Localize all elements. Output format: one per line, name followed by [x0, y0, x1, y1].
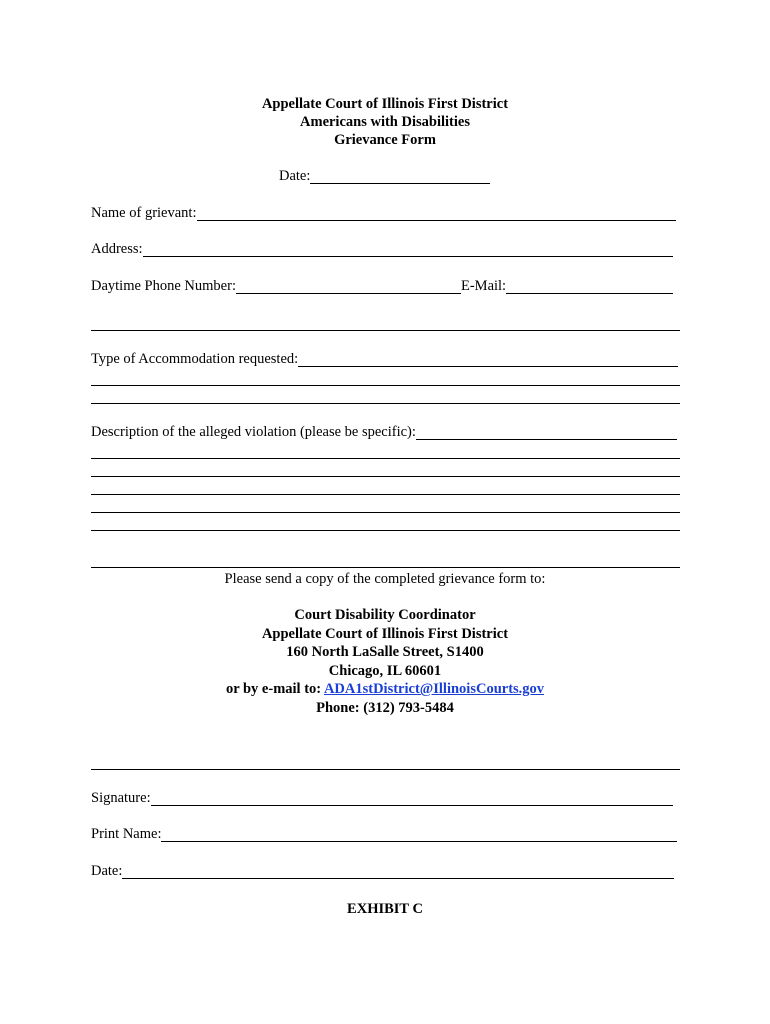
accommodation-row	[91, 351, 678, 368]
send-instructions: Please send a copy of the completed grievance form to:	[224, 571, 546, 587]
description-line[interactable]	[91, 512, 680, 513]
grievant-name-field[interactable]	[197, 206, 677, 221]
header-subtitle: Americans with Disabilities	[300, 114, 470, 130]
street-address: 160 North LaSalle Street, S1400	[286, 644, 484, 660]
email-label: E-Mail:	[460, 278, 507, 294]
section-divider	[91, 567, 680, 568]
date-label: Date:	[279, 168, 311, 184]
description-row	[91, 424, 677, 441]
email-line	[0, 680, 770, 699]
description-line[interactable]	[91, 458, 680, 459]
city-address: Chicago, IL 60601	[328, 662, 442, 679]
description-line[interactable]	[91, 476, 680, 477]
date-field[interactable]	[310, 169, 490, 184]
grievant-name-label: Name of grievant:	[91, 205, 197, 221]
contact-row	[91, 278, 673, 295]
section-divider	[91, 330, 680, 331]
mailing-address-block	[0, 606, 770, 717]
form-header	[0, 95, 770, 149]
signature-field[interactable]	[151, 791, 673, 806]
grievant-name-row	[91, 205, 676, 222]
print-name-row	[91, 826, 677, 843]
print-name-field[interactable]	[161, 827, 677, 842]
print-name-label: Print Name:	[91, 826, 162, 842]
address-label: Address:	[91, 241, 143, 257]
address-row	[91, 241, 673, 258]
accommodation-line[interactable]	[91, 403, 680, 404]
description-line[interactable]	[91, 530, 680, 531]
exhibit-label: EXHIBIT C	[347, 901, 423, 917]
signature-date-label: Date:	[91, 863, 123, 879]
description-line[interactable]	[91, 494, 680, 495]
description-field[interactable]	[416, 425, 677, 440]
signature-date-row	[91, 863, 674, 880]
header-court-name: Appellate Court of Illinois First District	[261, 96, 509, 112]
section-divider	[91, 769, 680, 770]
signature-date-field[interactable]	[122, 864, 674, 879]
date-row	[279, 168, 490, 185]
court-name: Appellate Court of Illinois First District	[261, 625, 509, 642]
signature-label: Signature:	[91, 790, 151, 806]
header-form-title: Grievance Form	[334, 132, 436, 148]
accommodation-line[interactable]	[91, 385, 680, 386]
email-prefix: or by e-mail to:	[225, 681, 324, 697]
coordinator-email-link[interactable]: ADA1stDistrict@IllinoisCourts.gov	[323, 681, 545, 697]
accommodation-label: Type of Accommodation requested:	[91, 351, 299, 367]
phone-field[interactable]	[236, 279, 461, 294]
coordinator-title: Court Disability Coordinator	[294, 607, 476, 623]
accommodation-field[interactable]	[298, 352, 678, 367]
coordinator-phone: Phone: (312) 793-5484	[316, 699, 454, 716]
address-field[interactable]	[143, 242, 673, 257]
signature-row	[91, 790, 673, 807]
phone-label: Daytime Phone Number:	[91, 278, 236, 294]
email-field[interactable]	[506, 279, 673, 294]
description-label: Description of the alleged violation (please be specific):	[91, 424, 416, 440]
